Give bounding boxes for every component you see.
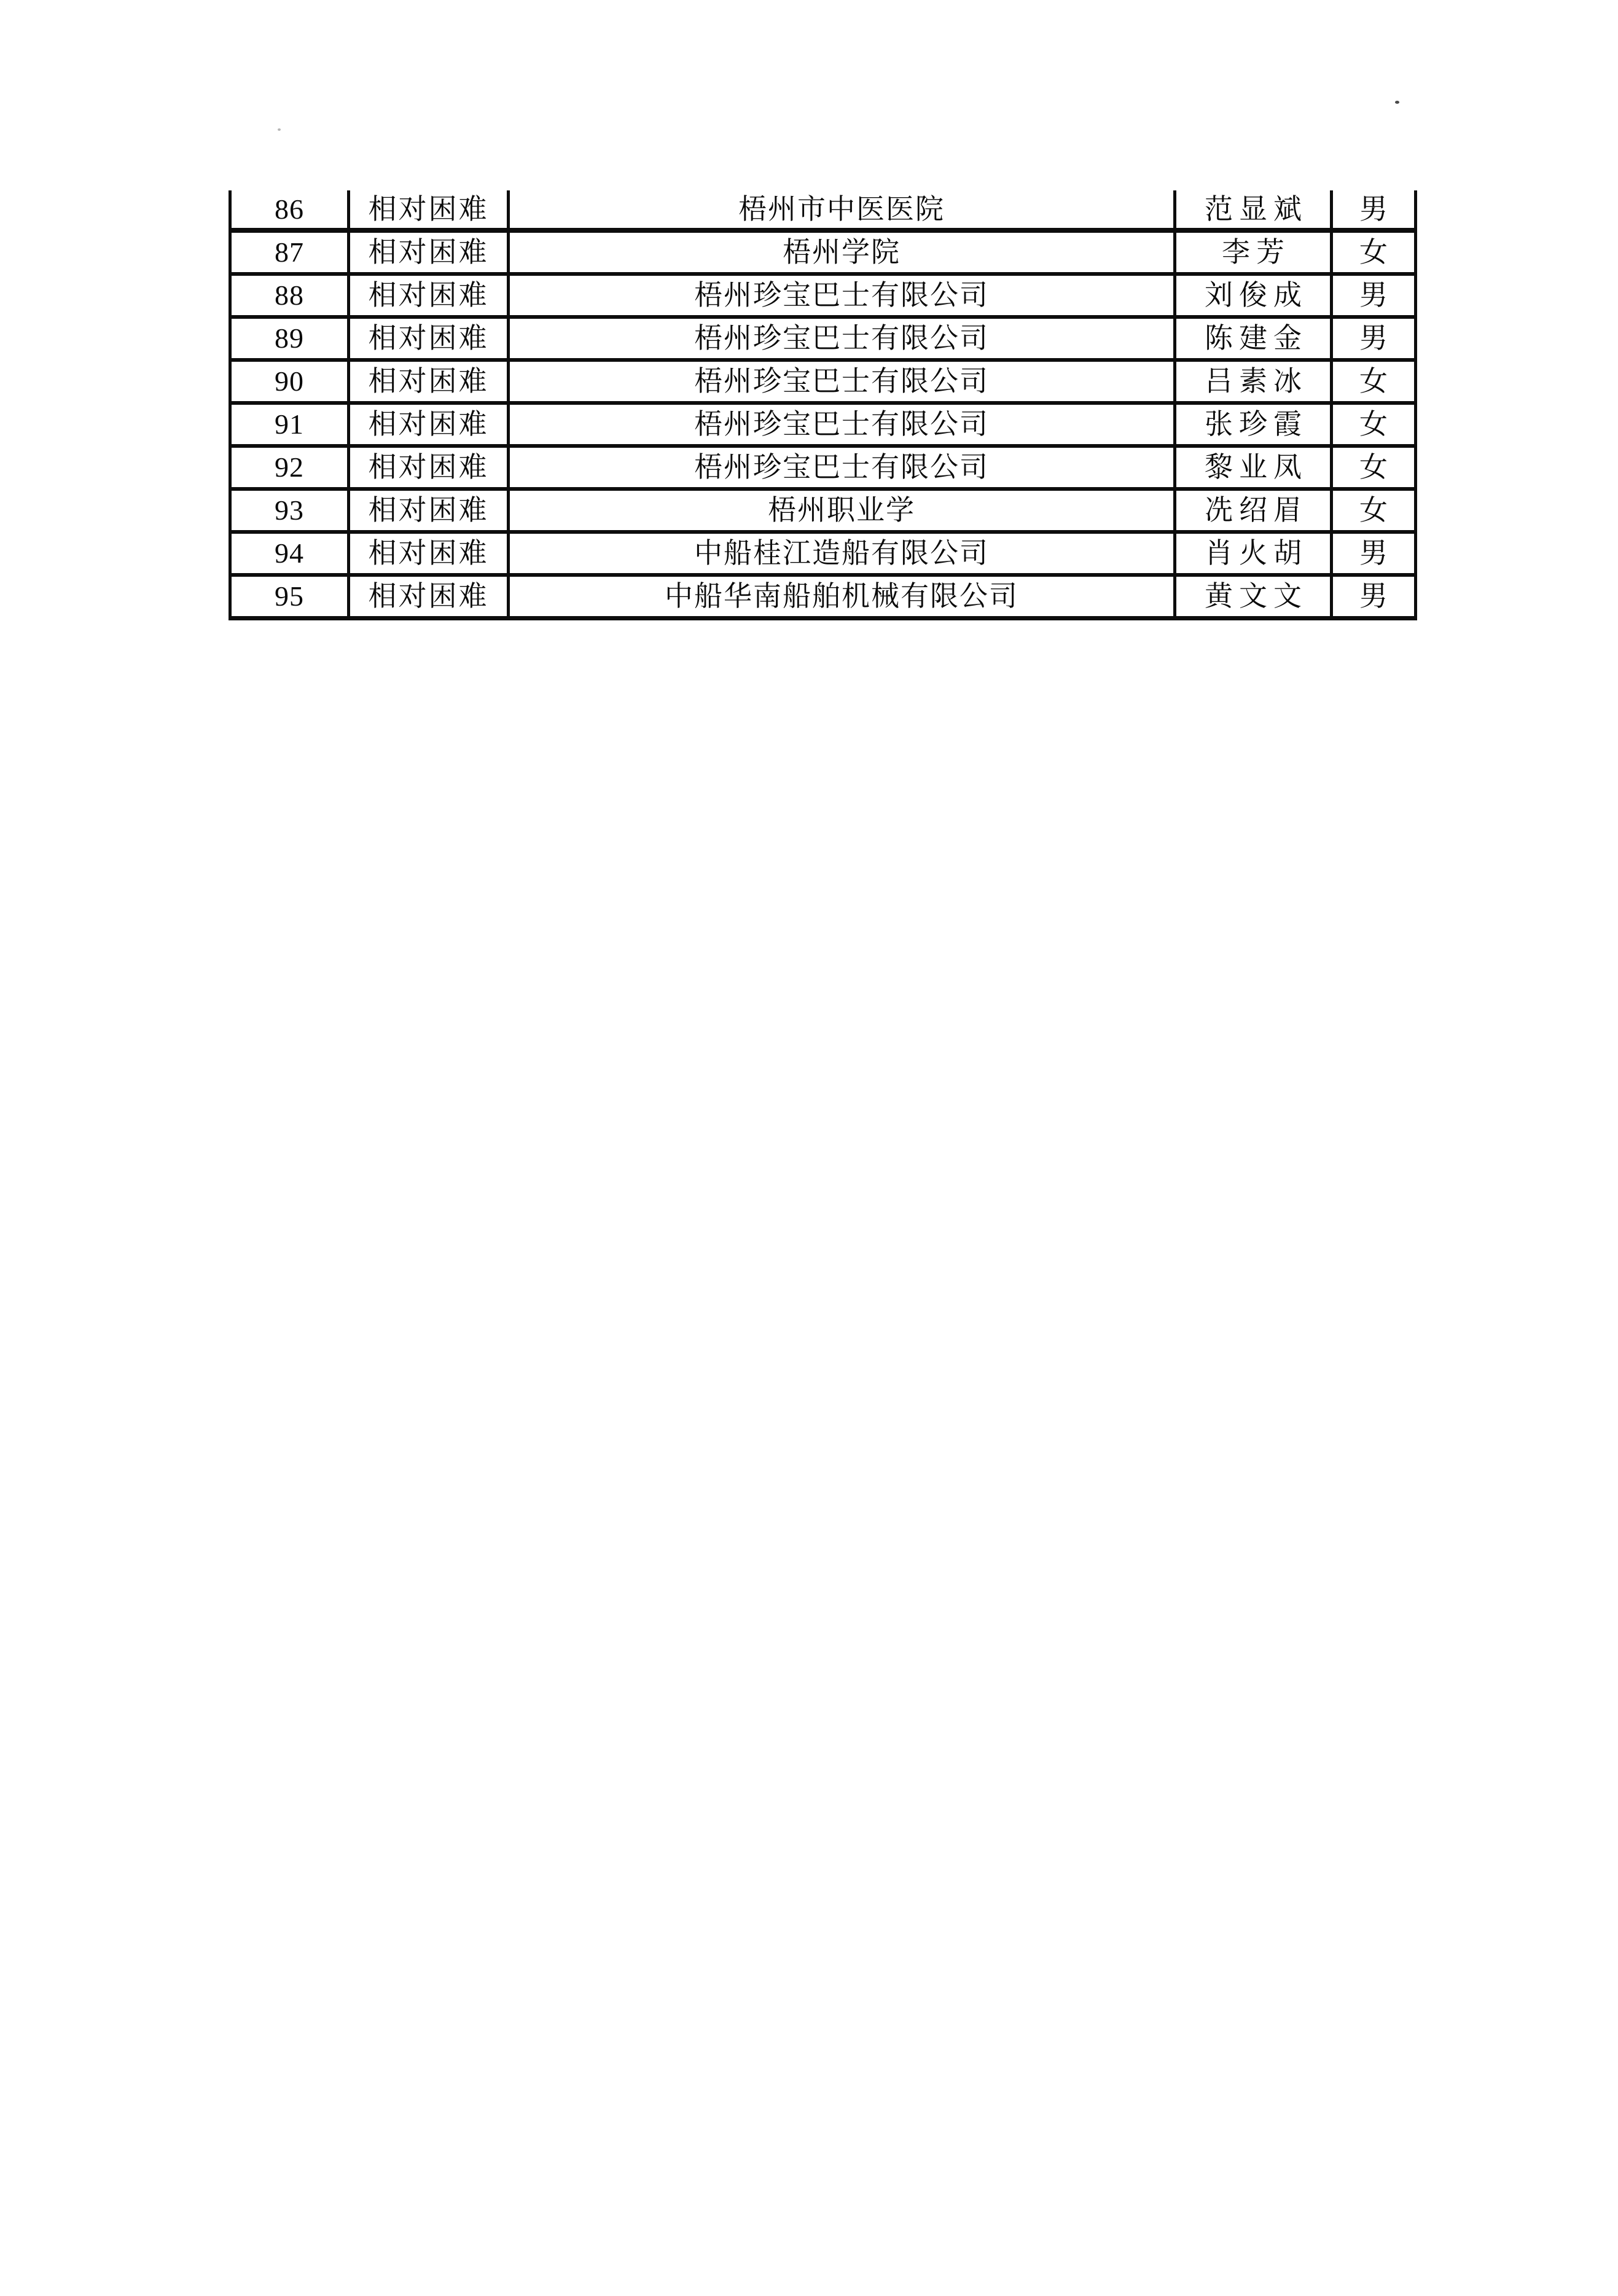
row-number-cell: 87 <box>230 230 349 274</box>
person-name-cell: 冼绍眉 <box>1175 489 1332 532</box>
row-number-cell: 89 <box>230 317 349 360</box>
person-name-cell: 张珍霞 <box>1175 403 1332 446</box>
person-name-cell: 范显斌 <box>1175 190 1332 230</box>
person-name-cell: 陈建金 <box>1175 317 1332 360</box>
difficulty-cell: 相对困难 <box>349 230 509 274</box>
difficulty-cell: 相对困难 <box>349 532 509 575</box>
table-row <box>230 489 1416 532</box>
difficulty-cell: 相对困难 <box>349 403 509 446</box>
organization-cell: 梧州珍宝巴士有限公司 <box>509 360 1175 403</box>
difficulty-cell: 相对困难 <box>349 317 509 360</box>
difficulty-cell: 相对困难 <box>349 489 509 532</box>
table-row <box>230 230 1416 274</box>
scan-speck <box>278 128 281 131</box>
organization-cell: 梧州珍宝巴士有限公司 <box>509 274 1175 317</box>
table-row <box>230 360 1416 403</box>
gender-cell: 女 <box>1332 446 1416 489</box>
difficulty-cell: 相对困难 <box>349 274 509 317</box>
difficulty-cell: 相对困难 <box>349 360 509 403</box>
gender-cell: 女 <box>1332 230 1416 274</box>
table-row <box>230 317 1416 360</box>
table-row <box>230 446 1416 489</box>
roster-table <box>229 190 1417 620</box>
gender-cell: 男 <box>1332 317 1416 360</box>
gender-cell: 女 <box>1332 403 1416 446</box>
difficulty-cell: 相对困难 <box>349 575 509 619</box>
row-number-cell: 95 <box>230 575 349 619</box>
organization-cell: 中船桂江造船有限公司 <box>509 532 1175 575</box>
table-row <box>230 190 1416 230</box>
gender-cell: 女 <box>1332 360 1416 403</box>
person-name-cell: 李芳 <box>1175 230 1332 274</box>
gender-cell: 女 <box>1332 489 1416 532</box>
table-row <box>230 532 1416 575</box>
person-name-cell: 黎业凤 <box>1175 446 1332 489</box>
gender-cell: 男 <box>1332 575 1416 619</box>
scan-speck <box>1395 101 1399 104</box>
row-number-cell: 88 <box>230 274 349 317</box>
gender-cell: 男 <box>1332 532 1416 575</box>
organization-cell: 梧州珍宝巴士有限公司 <box>509 317 1175 360</box>
organization-cell: 中船华南船舶机械有限公司 <box>509 575 1175 619</box>
table-row <box>230 274 1416 317</box>
person-name-cell: 肖火胡 <box>1175 532 1332 575</box>
organization-cell: 梧州职业学 <box>509 489 1175 532</box>
row-number-cell: 91 <box>230 403 349 446</box>
person-name-cell: 黄文文 <box>1175 575 1332 619</box>
organization-cell: 梧州学院 <box>509 230 1175 274</box>
table-row <box>230 575 1416 619</box>
organization-cell: 梧州珍宝巴士有限公司 <box>509 446 1175 489</box>
organization-cell: 梧州市中医医院 <box>509 190 1175 230</box>
row-number-cell: 94 <box>230 532 349 575</box>
person-name-cell: 吕素冰 <box>1175 360 1332 403</box>
difficulty-cell: 相对困难 <box>349 190 509 230</box>
gender-cell: 男 <box>1332 274 1416 317</box>
row-number-cell: 90 <box>230 360 349 403</box>
row-number-cell: 93 <box>230 489 349 532</box>
person-name-cell: 刘俊成 <box>1175 274 1332 317</box>
organization-cell: 梧州珍宝巴士有限公司 <box>509 403 1175 446</box>
row-number-cell: 92 <box>230 446 349 489</box>
difficulty-cell: 相对困难 <box>349 446 509 489</box>
gender-cell: 男 <box>1332 190 1416 230</box>
table-row <box>230 403 1416 446</box>
row-number-cell: 86 <box>275 193 304 225</box>
